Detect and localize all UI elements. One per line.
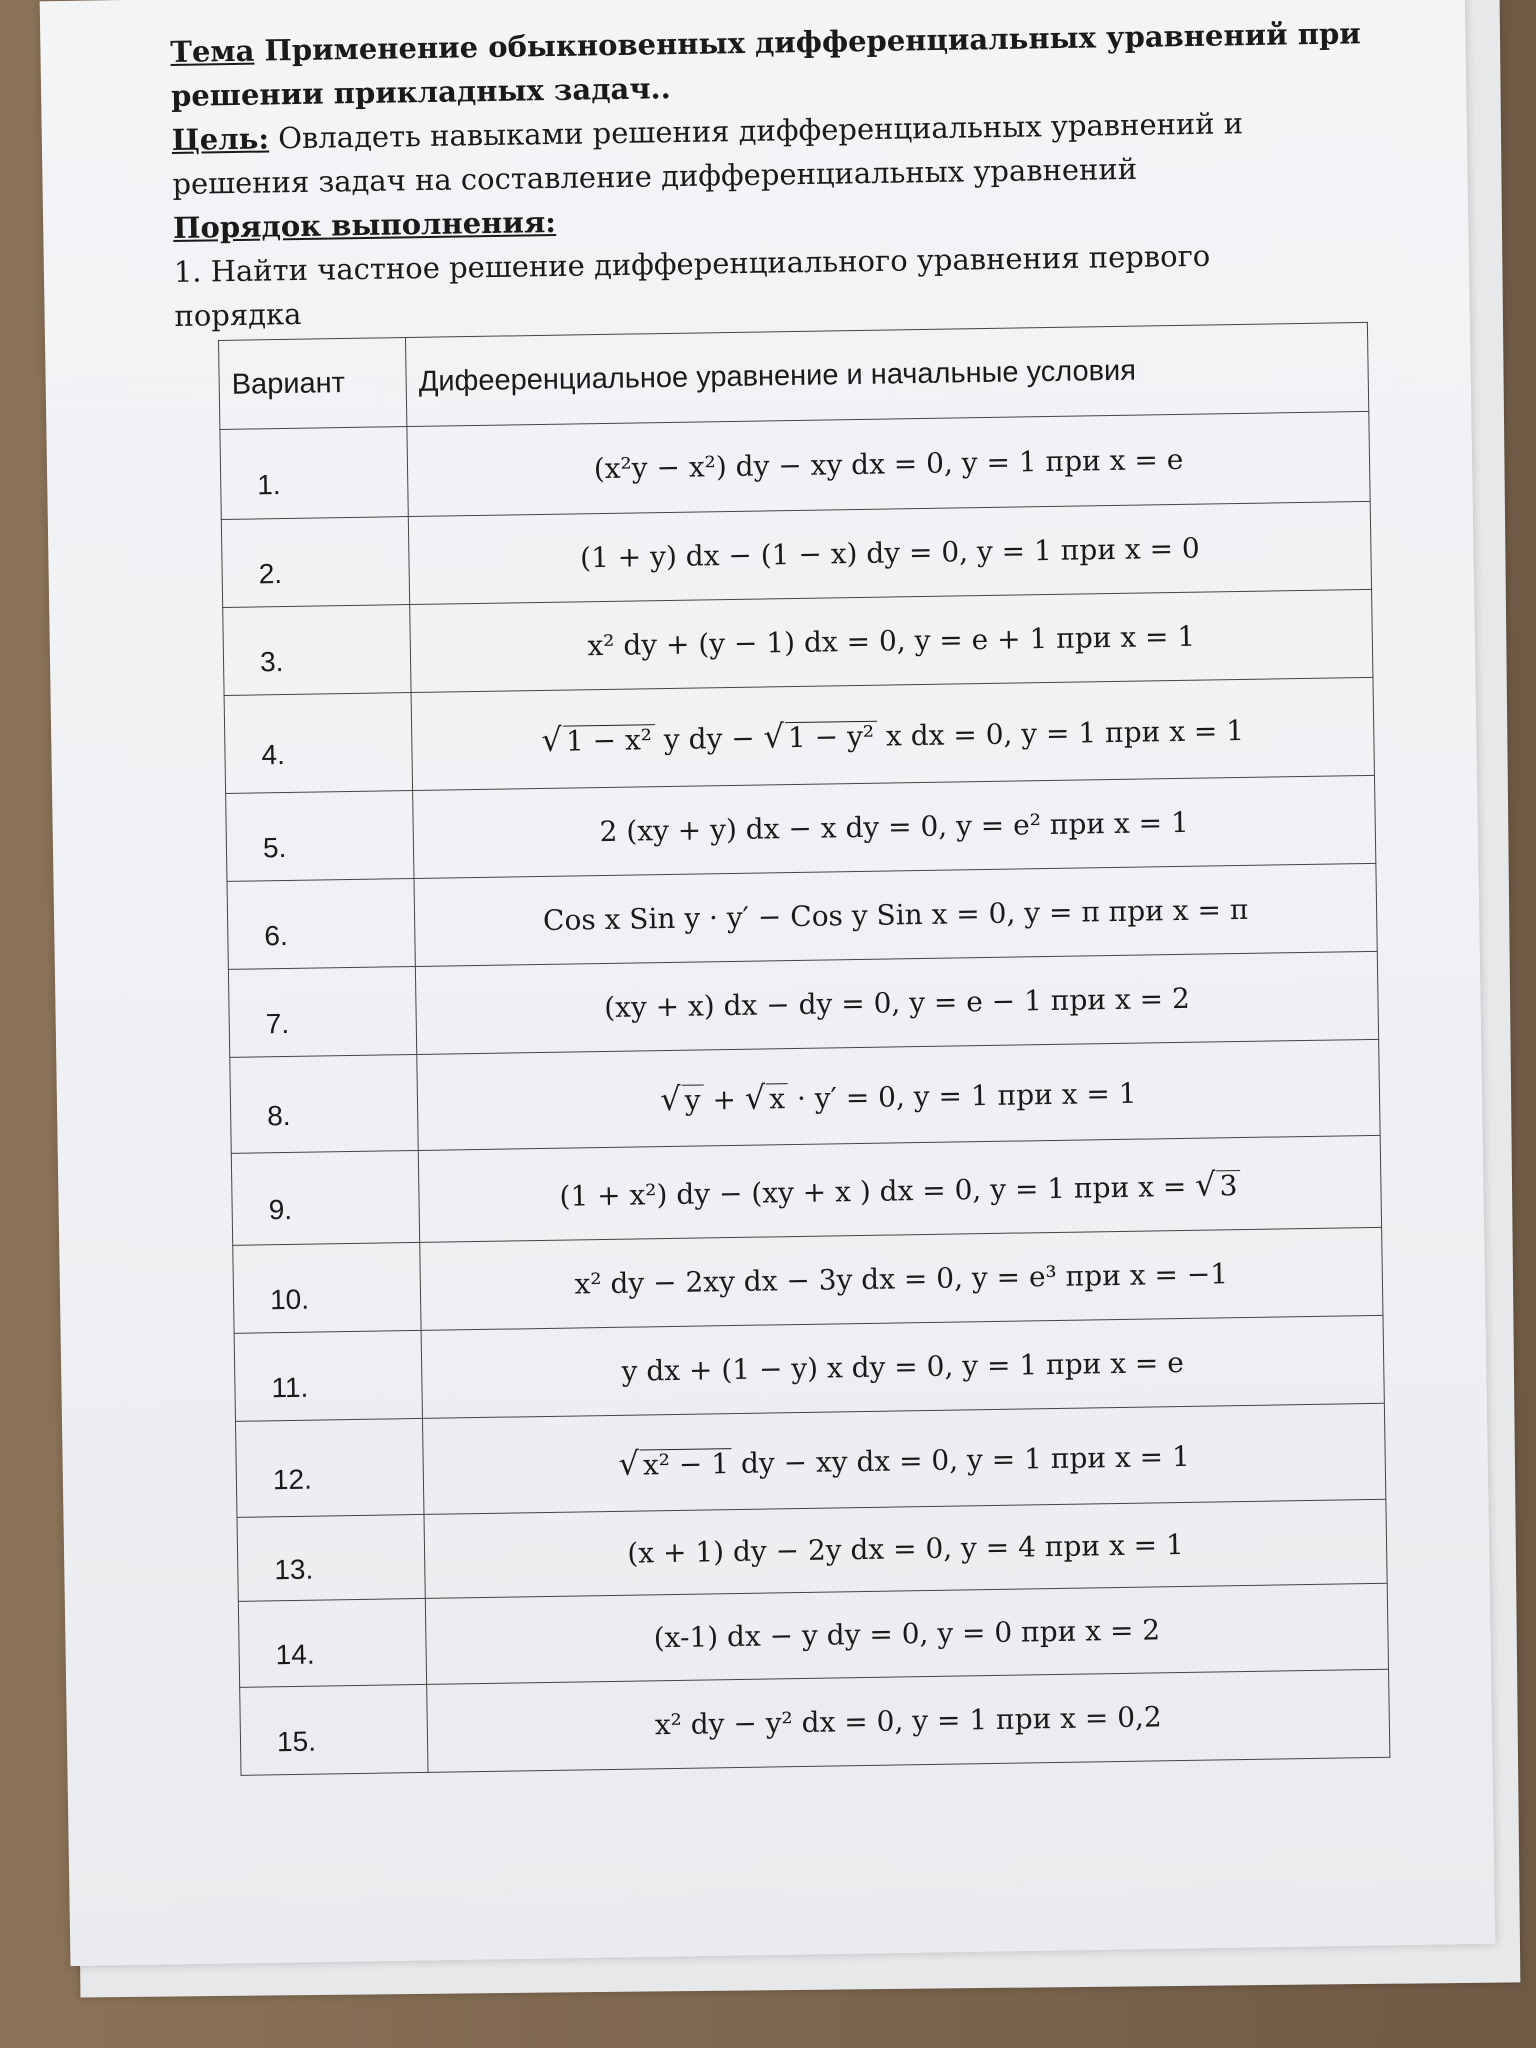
goal-label: Цель: [171, 121, 270, 157]
variant-number: 5. [226, 790, 414, 881]
sqrt-symbol: √ [618, 1444, 640, 1483]
table-row [231, 1135, 1381, 1245]
table-row [230, 1039, 1380, 1153]
sqrt-radicand: 1 − y² [785, 720, 878, 752]
equation-cell: (1 + y) dx − (1 − x) dy = 0, y = 1 при x = 0 [408, 501, 1371, 604]
equation-part: dy − xy dx = 0, y = 1 при x = 1 [731, 1439, 1191, 1480]
sqrt-radicand: y [682, 1084, 704, 1115]
procedure-label: Порядок выполнения: [172, 204, 557, 245]
equation-cell: (x-1) dx − y dy = 0, y = 0 при x = 2 [425, 1583, 1388, 1684]
variant-number: 15. [240, 1684, 428, 1775]
sqrt-symbol: √ [744, 1078, 766, 1117]
sqrt-symbol: √ [1194, 1164, 1216, 1204]
table-row [235, 1403, 1385, 1517]
sqrt-symbol: √ [541, 720, 563, 759]
equation-cell: (xy + x) dx − dy = 0, y = e − 1 при x = 2 [415, 951, 1378, 1054]
equation-cell: y dx + (1 − y) x dy = 0, y = 1 при x = e [421, 1315, 1384, 1418]
variant-number: 4. [224, 693, 413, 794]
variant-number: 1. [220, 427, 408, 520]
equation-part: + [703, 1082, 746, 1116]
variant-number: 13. [237, 1514, 425, 1601]
goal-text: Овладеть навыками решения дифференциальных уравнений и [268, 106, 1244, 156]
equation-part: x dx = 0, y = 1 при x = 1 [876, 713, 1245, 753]
task-line-2: порядка [174, 296, 302, 333]
equation-part: (1 + x²) dy − (xy + x ) dx = 0, y = 1 при x = [559, 1169, 1196, 1213]
topic-label: Тема [170, 33, 255, 69]
task-line: 1. Найти частное решение дифференциального уравнения первого [173, 238, 1211, 289]
variant-number: 6. [227, 878, 415, 969]
sqrt-radicand: 3 [1216, 1170, 1240, 1201]
sqrt-symbol: √ [660, 1079, 682, 1118]
sqrt-radicand: 1 − x² [563, 724, 656, 756]
table-row [224, 677, 1374, 793]
table-row [240, 1669, 1390, 1775]
variant-number: 9. [231, 1150, 419, 1245]
equation-cell [422, 1403, 1385, 1514]
col-header-variant: Вариант [219, 338, 407, 430]
equation-cell: x² dy − y² dx = 0, y = 1 при x = 0,2 [427, 1669, 1390, 1772]
variant-number: 12. [235, 1418, 423, 1517]
equation-cell [418, 1135, 1381, 1242]
sqrt-radicand: x [766, 1083, 788, 1114]
equation-cell: 2 (xy + y) dx − x dy = 0, y = e² при x = 1 [413, 775, 1376, 878]
equation-part: · y′ = 0, y = 1 при x = 1 [787, 1076, 1137, 1115]
variant-number: 14. [238, 1598, 426, 1687]
equation-cell: x² dy + (y − 1) dx = 0, y = e + 1 при x = 1 [410, 589, 1373, 692]
variant-number: 11. [234, 1330, 422, 1421]
variant-number: 8. [230, 1054, 418, 1153]
sqrt-symbol: √ [763, 716, 785, 755]
topic-line-2: решении прикладных задач.. [170, 71, 671, 113]
variant-number: 7. [228, 966, 416, 1057]
equation-cell: (x²y − x²) dy − xy dx = 0, y = 1 при x = e [407, 411, 1370, 516]
equation-cell: (x + 1) dy − 2y dx = 0, y = 4 при x = 1 [424, 1499, 1387, 1598]
variant-number: 3. [223, 605, 411, 696]
equation-cell: x² dy − 2xy dx − 3y dx = 0, y = e³ при x = −1 [420, 1227, 1383, 1330]
variant-number: 2. [221, 517, 409, 608]
equation-cell: Cos x Sin y · y′ − Cos y Sin x = 0, y = π при x = π [414, 863, 1377, 966]
variants-table [218, 322, 1390, 1776]
topic-text: Применение обыкновенных дифференциальных уравнений при [254, 16, 1362, 68]
equation-cell [417, 1039, 1380, 1150]
equation-part: y dy − [654, 720, 764, 756]
variant-number: 10. [233, 1242, 421, 1333]
goal-line-2: решения задач на составление дифференциальных уравнений [172, 151, 1138, 201]
equation-cell [411, 677, 1374, 790]
sqrt-radicand: x² − 1 [640, 1448, 733, 1480]
worksheet-header [170, 12, 1362, 338]
col-header-equation: Дифееренциальное уравнение и начальные условия [405, 322, 1368, 426]
